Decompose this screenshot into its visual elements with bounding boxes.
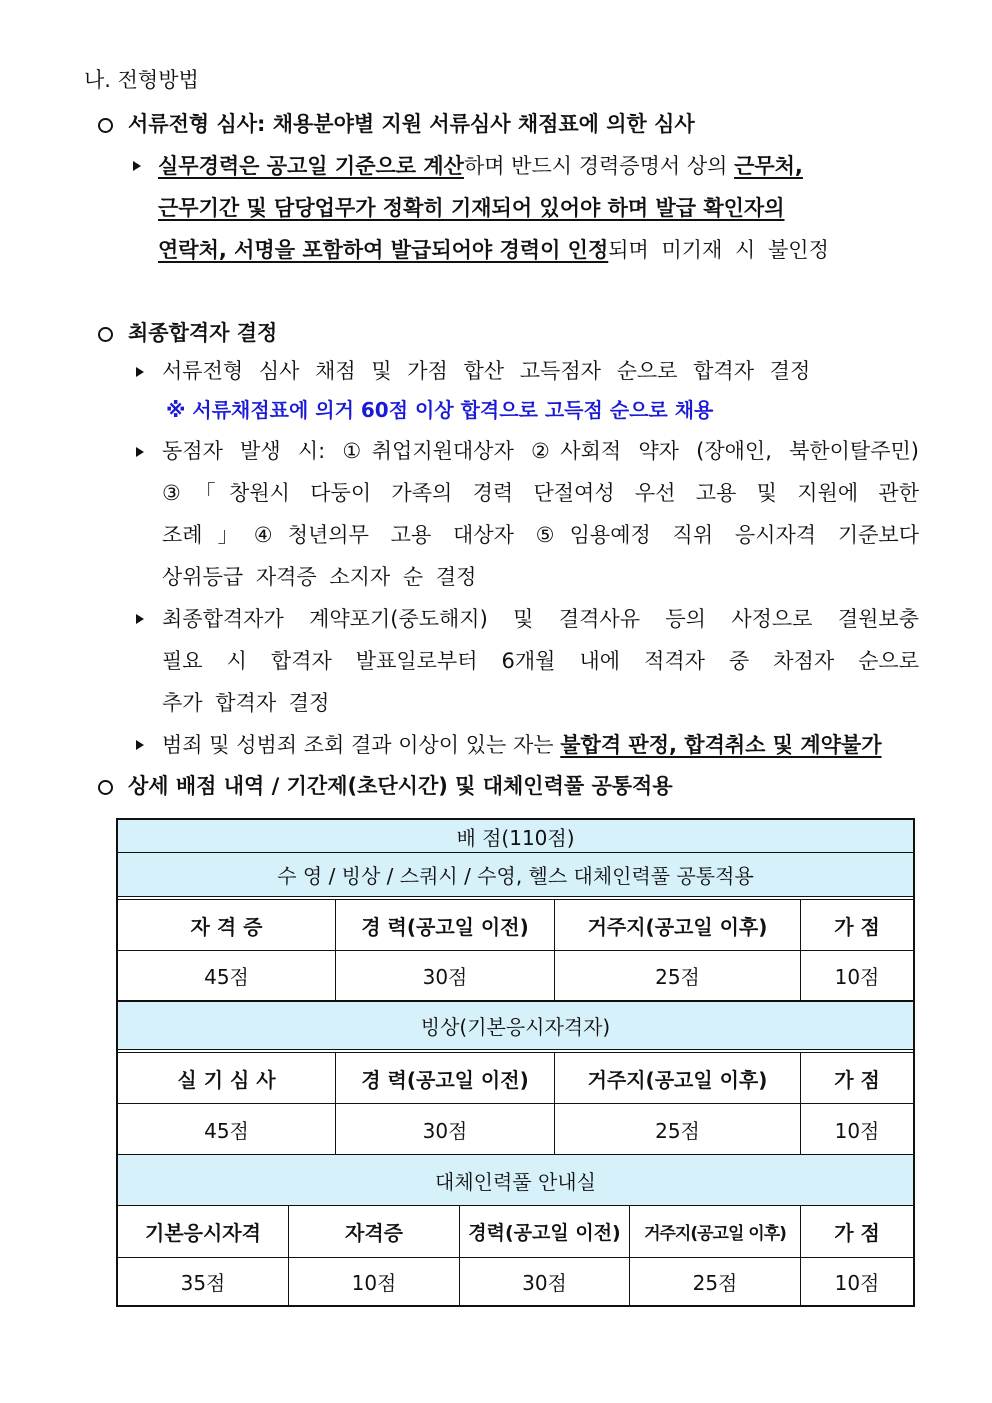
group3-value: 10점 <box>834 1271 880 1295</box>
table-title: 배 점(110점) <box>118 820 913 852</box>
section2-bullet2-line4: 상위등급 자격증 소지자 순 결정 <box>162 565 477 589</box>
section-heading: 나. 전형방법 <box>84 68 199 92</box>
circle-bullet-icon <box>98 327 113 342</box>
table-rule <box>800 1053 801 1154</box>
group3-value: 35점 <box>180 1271 226 1295</box>
group1-header: 자 격 증 <box>190 914 263 939</box>
underlined-text: 불합격 판정, 합격취소 및 계약불가 <box>560 733 882 757</box>
triangle-bullet-icon <box>136 367 144 377</box>
group1-value: 10점 <box>834 965 880 989</box>
underlined-text: 근무처, <box>734 154 803 178</box>
group3-title: 대체인력풀 안내실 <box>118 1155 913 1205</box>
triangle-bullet-icon <box>136 447 144 457</box>
section2-title: 최종합격자 결정 <box>128 321 278 345</box>
table-rule <box>800 1206 801 1305</box>
table-rule <box>335 900 336 1000</box>
group1-value: 25점 <box>655 965 700 989</box>
section1-bullet1-line1 <box>158 152 803 180</box>
section2-bullet4 <box>162 731 882 759</box>
plain-text: 하며 반드시 경력증명서 상의 <box>463 154 735 178</box>
group1-header: 경 력(공고일 이전) <box>361 914 529 939</box>
table-rule <box>459 1206 460 1305</box>
table-rule <box>629 1206 630 1305</box>
section2-note: ※ 서류채점표에 의거 60점 이상 합격으로 고득점 순으로 채용 <box>166 398 714 422</box>
group2-title: 빙상(기본응시자격자) <box>118 1002 913 1049</box>
group3-value: 10점 <box>351 1271 397 1295</box>
section2-bullet3-line1: 최종합격자가 계약포기(중도해지) 및 결격사유 등의 사정으로 결원보충 <box>162 607 919 631</box>
group1-header: 거주지(공고일 이후) <box>587 914 768 939</box>
section2-bullet2-line1: 동점자 발생 시: ①취업지원대상자 ②사회적 약자 (장애인, 북한이탈주민) <box>162 439 919 463</box>
section1-bullet1-line3 <box>158 236 829 264</box>
group2-header: 가 점 <box>834 1067 880 1092</box>
group2-header: 경 력(공고일 이전) <box>361 1067 529 1092</box>
group2-header: 실 기 심 사 <box>177 1067 276 1092</box>
section2-bullet2-line3: 조례」④청년의무 고용 대상자 ⑤임용예정 직위 응시자격 기준보다 <box>162 523 919 547</box>
plain-text: 되며 미기재 시 불인정 <box>608 238 829 262</box>
table-rule <box>335 1053 336 1154</box>
triangle-bullet-icon <box>136 740 144 750</box>
section2-bullet3-line3: 추가 합격자 결정 <box>162 691 330 715</box>
triangle-bullet-icon <box>133 161 141 171</box>
underlined-text: 연락처, 서명을 포함하여 발급되어야 경력이 인정 <box>158 238 609 262</box>
table-rule <box>800 900 801 1000</box>
group3-value: 25점 <box>692 1271 738 1295</box>
table-rule <box>554 900 555 1000</box>
section2-bullet3-line2: 필요 시 합격자 발표일로부터 6개월 내에 적격자 중 차점자 순으로 <box>162 649 919 673</box>
section2-bullet2-line2: ③「창원시 다둥이 가족의 경력 단절여성 우선 고용 및 지원에 관한 <box>162 481 919 505</box>
table-rule <box>554 1053 555 1154</box>
group2-value: 10점 <box>834 1118 880 1143</box>
section2-bullet1: 서류전형 심사 채점 및 가점 합산 고득점자 순으로 합격자 결정 <box>162 359 811 383</box>
group3-header: 경력(공고일 이전) <box>468 1222 621 1244</box>
group3-header: 기본응시자격 <box>145 1221 261 1245</box>
group3-header: 가 점 <box>834 1221 880 1245</box>
triangle-bullet-icon <box>136 614 144 624</box>
group3-header: 거주지(공고일 이후) <box>644 1224 786 1244</box>
group3-header: 자격증 <box>345 1221 403 1245</box>
group2-header: 거주지(공고일 이후) <box>587 1067 768 1092</box>
group2-value: 30점 <box>422 1118 468 1143</box>
group1-title: 수 영 / 빙상 / 스쿼시 / 수영, 헬스 대체인력풀 공통적용 <box>118 853 913 896</box>
group1-value: 45점 <box>204 965 249 989</box>
table-rule <box>288 1206 289 1305</box>
section1-bullet1-line2: 근무기간 및 담당업무가 정확히 기재되어 있어야 하며 발급 확인자의 <box>158 196 785 220</box>
section3-title: 상세 배점 내역 / 기간제(초단시간) 및 대체인력풀 공통적용 <box>128 774 673 798</box>
section1-title: 서류전형 심사: 채용분야별 지원 서류심사 채점표에 의한 심사 <box>128 112 695 136</box>
group2-value: 45점 <box>204 1118 249 1143</box>
plain-text: 범죄 및 성범죄 조회 결과 이상이 있는 자는 <box>162 733 561 757</box>
circle-bullet-icon <box>98 780 113 795</box>
group3-value: 30점 <box>522 1271 567 1295</box>
group1-value: 30점 <box>422 965 468 989</box>
group1-header: 가 점 <box>834 914 880 939</box>
circle-bullet-icon <box>98 118 113 133</box>
score-table <box>116 818 915 1307</box>
underlined-text: 실무경력은 공고일 기준으로 계산 <box>158 154 464 178</box>
group2-value: 25점 <box>655 1118 700 1143</box>
